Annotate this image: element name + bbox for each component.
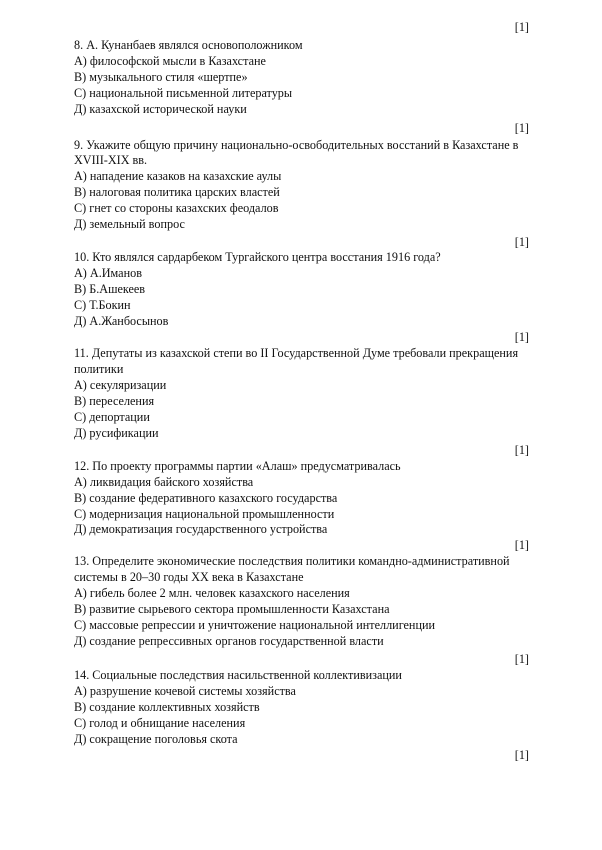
question-14-text: 14. Социальные последствия насильственной коллективизации [74, 668, 402, 682]
question-12-text: 12. По проекту программы партии «Алаш» предусматривалась [74, 459, 401, 473]
score-mark: [1] [514, 652, 529, 666]
question-9-option-b: В) налоговая политика царских властей [74, 185, 280, 199]
question-12-option-d: Д) демократизация государственного устройства [74, 522, 328, 536]
question-14-option-d: Д) сокращение поголовья скота [74, 732, 238, 746]
question-8-option-a: А) философской мысли в Казахстане [74, 54, 266, 68]
question-13-option-b: В) развитие сырьевого сектора промышленности Казахстана [74, 602, 390, 616]
question-10-option-c: С) Т.Бокин [74, 298, 131, 312]
question-8-option-d: Д) казахской исторической науки [74, 102, 247, 116]
question-11-option-d: Д) русификации [74, 426, 159, 440]
question-13-text-cont: системы в 20–30 годы ХХ века в Казахстане [74, 570, 304, 584]
question-11-text: 11. Депутаты из казахской степи во II Государственной Думе требовали прекращения [74, 346, 519, 360]
question-9-text: 9. Укажите общую причину национально-освободительных восстаний в Казахстане в [74, 138, 519, 152]
question-9-option-d: Д) земельный вопрос [74, 217, 185, 231]
question-8-option-c: С) национальной письменной литературы [74, 86, 293, 100]
question-12-option-c: С) модернизация национальной промышленности [74, 507, 335, 521]
question-11-option-b: В) переселения [74, 394, 155, 408]
question-9-option-a: А) нападение казаков на казахские аулы [74, 169, 282, 183]
question-9-option-c: С) гнет со стороны казахских феодалов [74, 201, 279, 215]
question-13-option-d: Д) создание репрессивных органов государственной власти [74, 634, 384, 648]
question-8-text: 8. А. Кунанбаев являлся основоположником [74, 38, 303, 52]
question-8-option-b: В) музыкального стиля «шертпе» [74, 70, 248, 84]
score-mark: [1] [514, 235, 529, 249]
question-10-text: 10. Кто являлся сардарбеком Тургайского центра восстания 1916 года? [74, 250, 441, 264]
question-11-text-cont: политики [74, 362, 124, 376]
question-11-option-c: С) депортации [74, 410, 150, 424]
question-11-option-a: А) секуляризации [74, 378, 167, 392]
question-14-option-a: А) разрушение кочевой системы хозяйства [74, 684, 296, 698]
question-13-option-c: С) массовые репрессии и уничтожение национальной интеллигенции [74, 618, 436, 632]
question-13-option-a: А) гибель более 2 млн. человек казахского населения [74, 586, 350, 600]
score-mark: [1] [514, 20, 529, 34]
score-mark: [1] [514, 443, 529, 457]
question-14-option-b: В) создание коллективных хозяйств [74, 700, 260, 714]
question-14-option-c: С) голод и обнищание населения [74, 716, 246, 730]
question-10-option-d: Д) А.Жанбосынов [74, 314, 169, 328]
question-10-option-b: В) Б.Ашекеев [74, 282, 146, 296]
score-mark: [1] [514, 121, 529, 135]
score-mark: [1] [514, 330, 529, 344]
question-12-option-a: А) ликвидация байского хозяйства [74, 475, 254, 489]
question-12-option-b: В) создание федеративного казахского государства [74, 491, 338, 505]
question-9-text-cont: XVIII-XIX вв. [74, 153, 148, 167]
question-10-option-a: А) А.Иманов [74, 266, 142, 280]
question-13-text: 13. Определите экономические последствия политики командно-административной [74, 554, 510, 568]
score-mark: [1] [514, 538, 529, 552]
score-mark: [1] [514, 748, 529, 762]
